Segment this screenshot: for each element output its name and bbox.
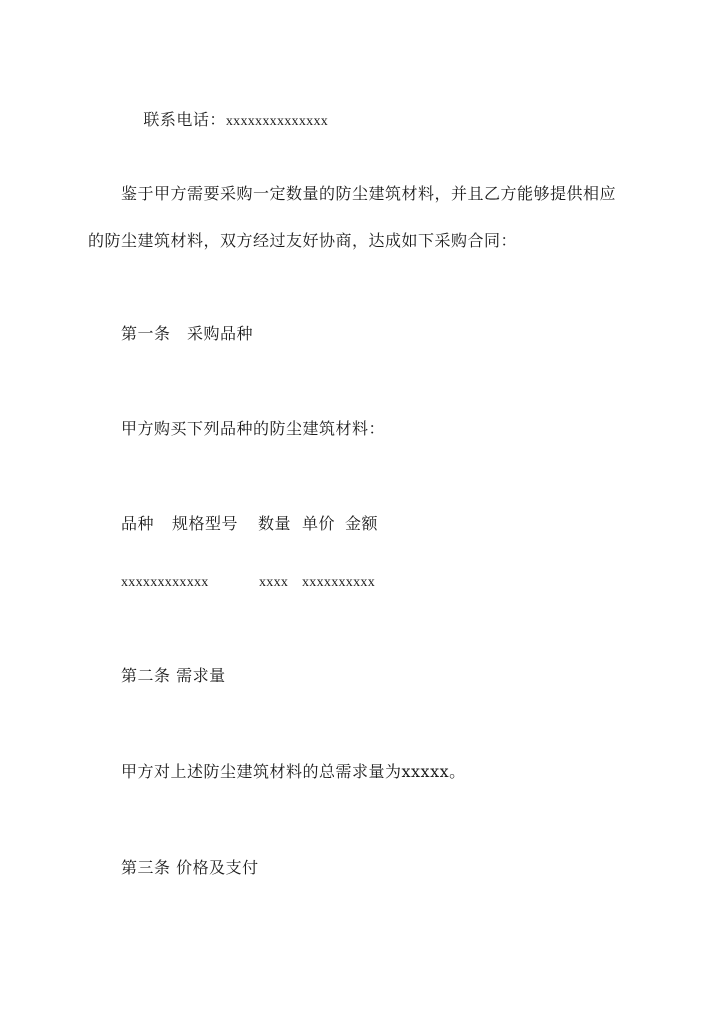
col-spec-header: 规格型号 bbox=[172, 514, 239, 533]
contact-line bbox=[121, 90, 328, 152]
contact-label: 联系电话： bbox=[143, 110, 226, 129]
article1-text: 甲方购买下列品种的防尘建筑材料： bbox=[121, 419, 386, 438]
contact-value: xxxxxxxxxxxxxx bbox=[225, 114, 329, 129]
row-cell-variety-spec: xxxxxxxxxxxx bbox=[121, 575, 209, 590]
intro-line-1: 鉴于甲方需要采购一定数量的防尘建筑材料，并且乙方能够提供相应 bbox=[121, 184, 617, 203]
row-cell-price-amount: xxxxxxxxxx bbox=[302, 575, 375, 590]
article1-heading: 第一条 采购品种 bbox=[121, 324, 254, 343]
col-price-header: 单价 bbox=[302, 514, 336, 533]
col-variety-header: 品种 bbox=[121, 514, 155, 533]
article2-heading: 第二条 需求量 bbox=[121, 666, 226, 685]
row-cell-qty: xxxx bbox=[259, 575, 289, 590]
col-qty-header: 数量 bbox=[258, 514, 292, 533]
col-amount-header: 金额 bbox=[345, 514, 379, 533]
intro-line-2: 的防尘建筑材料，双方经过友好协商，达成如下采购合同： bbox=[88, 231, 518, 250]
article3-heading: 第三条 价格及支付 bbox=[121, 858, 259, 877]
article2-text: 甲方对上述防尘建筑材料的总需求量为xxxxx。 bbox=[121, 762, 466, 781]
